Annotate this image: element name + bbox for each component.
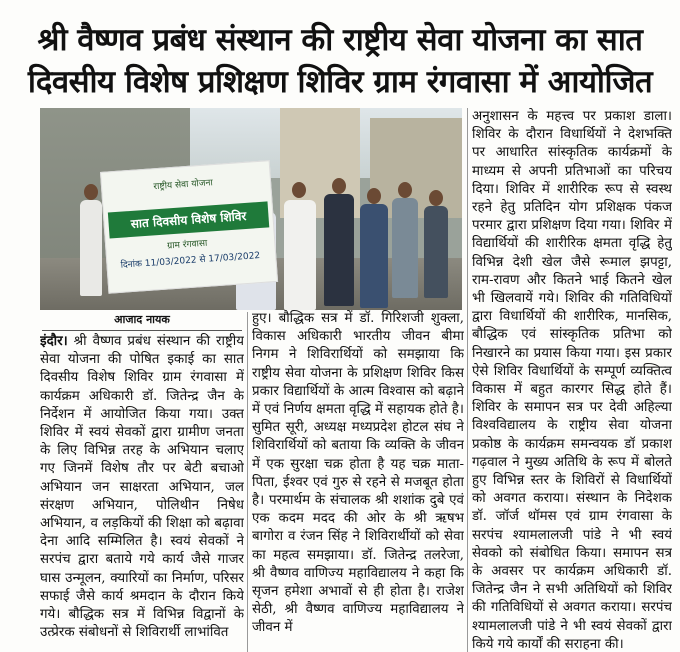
column-divider (247, 312, 248, 652)
news-photo (40, 108, 462, 310)
article-column-3 (472, 108, 672, 652)
headline-line-1: श्री वैष्णव प्रबंध संस्थान की राष्ट्रीय सेवा योजना का सात (37, 22, 643, 58)
campaign-banner (100, 160, 278, 294)
column-3-text: अनुशासन के महत्त्व पर प्रकाश डाला। शिविर के दौरान विधार्थियों ने देशभक्ति पर आधारित सांस्कृतिक कार्यक्रमों के माध्यम से अपनी प्रतिभाओं का परिचय दिया। शिविर में शारीरिक रूप से स्वस्थ रहने हेतु प्रतिदिन योग प्रशिक्षक पंकज परमार द्वारा प्रशिक्षण दिया गया। शिविर में विद्यार्थियों की शारीरिक क्षमता वृद्धि हेतु विभिन्न देशी खेल जैसे रूमाल झपट्टा, राम-रावण और कितने भाई कितने खेल भी खिलवायें गये। शिविर की गतिविधियों द्वारा विधार्थियों की शारीरिक, मानसिक, बौद्धिक एवं सांस्कृतिक प्रतिभा को निखारने का प्रयास किया गया। इस प्रकार ऐसे शिविर विधार्थियों के सम्पूर्ण व्यक्तित्व विकास में बहुत कारगर सिद्ध होते हैं। शिविर के समापन सत्र पर देवी अहिल्या विश्वविद्यालय के राष्ट्रीय सेवा योजना प्रकोष्ठ के कार्यक्रम समन्वयक डॉ प्रकाश गढ़वाल ने मुख्य अतिथि के रूप में बोलते हुए विभिन्न स्तर के शिविरों से विधार्थियों को अवगत कराया। संस्थान के निदेशक डॉ. जॉर्ज थॉमस एवं ग्राम रंगवासा के सरपंच श्यामलालजी पांडे ने भी स्वयं सेवको को संबोधित किया। समापन सत्र के अवसर पर कार्यक्रम अधिकारी डॉ. जितेन्द्र जैन ने सभी अतिथियों को शिविर की गतिविधियों से अवगत कराया। सरपंच श्यामलालजी पांडे ने भी स्वयं सेवकों द्वारा किये गये कार्यों की सराहना की। (472, 109, 672, 652)
photo-person-head (429, 190, 443, 206)
photo-person-head (332, 178, 346, 194)
column-1-text: श्री वैष्णव प्रबंध संस्थान की राष्ट्रीय सेवा योजना की पोषित इकाई का सात दिवसीय विशेष शिविर ग्राम रंगवासा में कार्यक्रम अधिकारी डॉ. जितेन्द्र जैन के निर्देशन में आयोजित किया गया। उक्त शिविर में स्वयं सेवकों द्वारा ग्रामीण जनता के लिए विभिन्न तरह के अभियान चलाए गए जिनमें विशेष तौर पर बेटी बचाओ अभियान जन साक्षरता अभियान, जल संरक्षण अभियान, पोलिथीन निषेध अभियान, व लड़कियों की शिक्षा को बढ़ावा देना आदि सम्मिलित है। स्वयं सेवकों ने सरपंच द्वारा बताये गये कार्य जैसे गाजर घास उन्मूलन, क्यारियों का निर्माण, परिसर सफाई जैसे कार्य श्रमदान के दौरान किये गये। बौद्धिक सत्र में विभिन्न विद्वानों के उत्प्रेरक संबोधनों से शिविरार्थी लाभांवित (40, 334, 244, 641)
photo-person (324, 194, 354, 306)
photo-person (392, 198, 418, 298)
dateline: इंदौर। (40, 333, 68, 349)
article-column-1 (40, 332, 244, 652)
headline (0, 0, 680, 106)
column-divider (467, 108, 468, 652)
banner-title: राष्ट्रीय सेवा योजना (153, 178, 214, 193)
photo-person (360, 204, 388, 308)
photo-person-head (292, 182, 306, 198)
photo-person (80, 200, 102, 296)
banner-strip: सात दिवसीय विशेष शिविर (108, 201, 269, 238)
photo-person-head (84, 184, 98, 200)
photo-person (284, 200, 316, 310)
byline: आजाद नायक (42, 312, 242, 331)
article-column-2 (252, 310, 464, 652)
banner-date: दिनांक 11/03/2022 से 17/03/2022 (120, 251, 261, 271)
banner-place: ग्राम रंगवासा (166, 238, 208, 252)
headline-line-2: दिवसीय विशेष प्रशिक्षण शिविर ग्राम रंगवासा में आयोजित (27, 64, 653, 100)
photo-person-head (367, 188, 381, 204)
column-2-text: हुए। बौद्धिक सत्र में डॉ. गिरिशजी शुक्ला, विकास अधिकारी भारतीय जीवन बीमा निगम ने शिविरार्थियों को समझाया कि राष्ट्रीय सेवा योजना के प्रशिक्षण शिविर किस प्रकार विद्यार्थियों के आत्म विश्वास को बढ़ाने में एवं निर्णय क्षमता वृद्धि में सहायक होते है। सुमित सूरी, अध्यक्ष मध्यप्रदेश होटल संघ ने शिविरार्थियों को बताया कि व्यक्ति के जीवन में एक सुरक्षा चक्र होता है यह चक्र माता-पिता, ईश्वर एवं गुरु से रहने से मजबूत होता है। परमार्थम के संचालक श्री शशांक दुबे एवं एक कदम मदद की ओर के श्री ऋषभ बागोरा व रंजन सिंह ने शिविरार्थीयों को सेवा का महत्व समझाया। डॉ. जितेन्द्र तलरेजा, श्री वैष्णव वाणिज्य महाविद्यालय ने कहा कि सृजन हमेशा अभावों से ही होता है। राजेश सेठी, श्री वैष्णव वाणिज्य महाविद्यालय ने जीवन में (252, 311, 464, 636)
photo-person-head (398, 182, 412, 198)
photo-person (424, 206, 448, 298)
